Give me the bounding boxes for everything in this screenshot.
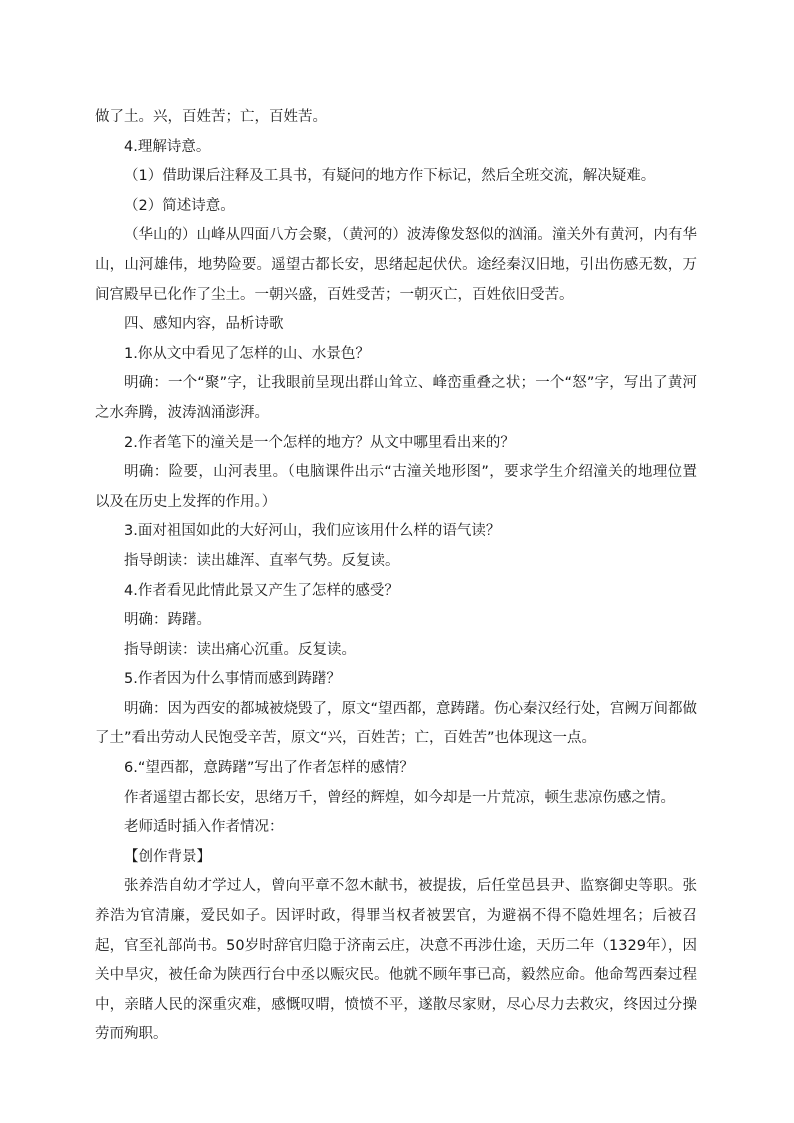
continued-text: 做了土。兴，百姓苦；亡，百姓苦。: [95, 109, 327, 125]
background-text: 张养浩自幼才学过人，曾向平章不忽木献书，被提拔，后任堂邑县尹、监察御史等职。张养浩为官清廉，爱民如子。因评时政，得罪当权者被罢官，为避祸不得不隐姓埋名；后被召起，官至礼部尚书。50岁时辞官归隐于济南云庄，决意不再涉仕途，天历二年（1329年），因关中旱灾，被任命为陕西行台中丞以赈灾民。他就不顾年事已高，毅然应命。他命驾西秦过程中，亲睹人民的深重灾难，感慨叹喟，愤愤不平，遂散尽家财，尽心尽力去救灾，终因过分操劳而殉职。: [95, 878, 697, 1043]
question-2: 2.作者笔下的潼关是一个怎样的地方？从文中哪里看出来的？: [124, 434, 515, 451]
poem-meaning-text: （华山的）山峰从四面八方会聚，（黄河的）波涛像发怒似的汹涌。潼关外有黄河，内有华山，山河雄伟，地势险要。遥望古都长安，思绪起起伏伏。途经秦汉旧地，引出伤感无数，万间宫殿早已化作了尘土。一朝兴盛，百姓受苦；一朝灭亡，百姓依旧受苦。: [95, 227, 697, 303]
question-6: 6.“望西都，意踌躇”写出了作者怎样的感情？: [124, 760, 414, 777]
answer-5: 明确：因为西安的都城被烧毁了，原文“望西都，意踌躇。伤心秦汉经行处，宫阙万间都做了土”看出劳动人民饱受辛苦，原文“兴，百姓苦；亡，百姓苦”也体现这一点。: [95, 700, 698, 747]
question-1: 1.你从文中看见了怎样的山、水景色？: [124, 345, 370, 362]
background-heading: 【创作背景】: [124, 848, 211, 865]
reading-guide-2: 指导朗读：读出痛心沉重。反复读。: [124, 641, 356, 658]
question-4: 4.作者看见此情此景又产生了怎样的感受？: [124, 582, 399, 599]
answer-2: 明确：险要，山河表里。（电脑课件出示“古潼关地形图”，要求学生介绍潼关的地理位置以及在历史上发挥的作用。）: [95, 464, 697, 510]
substep-describe: （2）简述诗意。: [124, 197, 235, 214]
reading-guide-1: 指导朗读：读出雄浑、直率气势。反复读。: [124, 552, 400, 569]
answer-1: 明确：一个“聚”字，让我眼前呈现出群山耸立、峰峦重叠之状；一个“怒”字，写出了黄河之水奔腾，波涛汹涌澎湃。: [95, 375, 697, 421]
question-3: 3.面对祖国如此的大好河山，我们应该用什么样的语气读？: [124, 523, 501, 540]
document-body: [95, 103, 697, 1050]
step-heading-understand: 4.理解诗意。: [124, 138, 211, 155]
question-5: 5.作者因为什么事情而感到踌躇？: [124, 671, 341, 688]
answer-6: 作者遥望古都长安，思绪万千，曾经的辉煌，如今却是一片荒凉，顿生悲凉伤感之情。: [124, 789, 675, 806]
teacher-note: 老师适时插入作者情况：: [124, 819, 284, 836]
substep-annotation: （1）借助课后注释及工具书，有疑问的地方作下标记，然后全班交流，解决疑难。: [124, 168, 656, 185]
answer-4: 明确：踌躇。: [124, 612, 211, 629]
section-heading-analyze: 四、感知内容，品析诗歌: [124, 316, 284, 333]
